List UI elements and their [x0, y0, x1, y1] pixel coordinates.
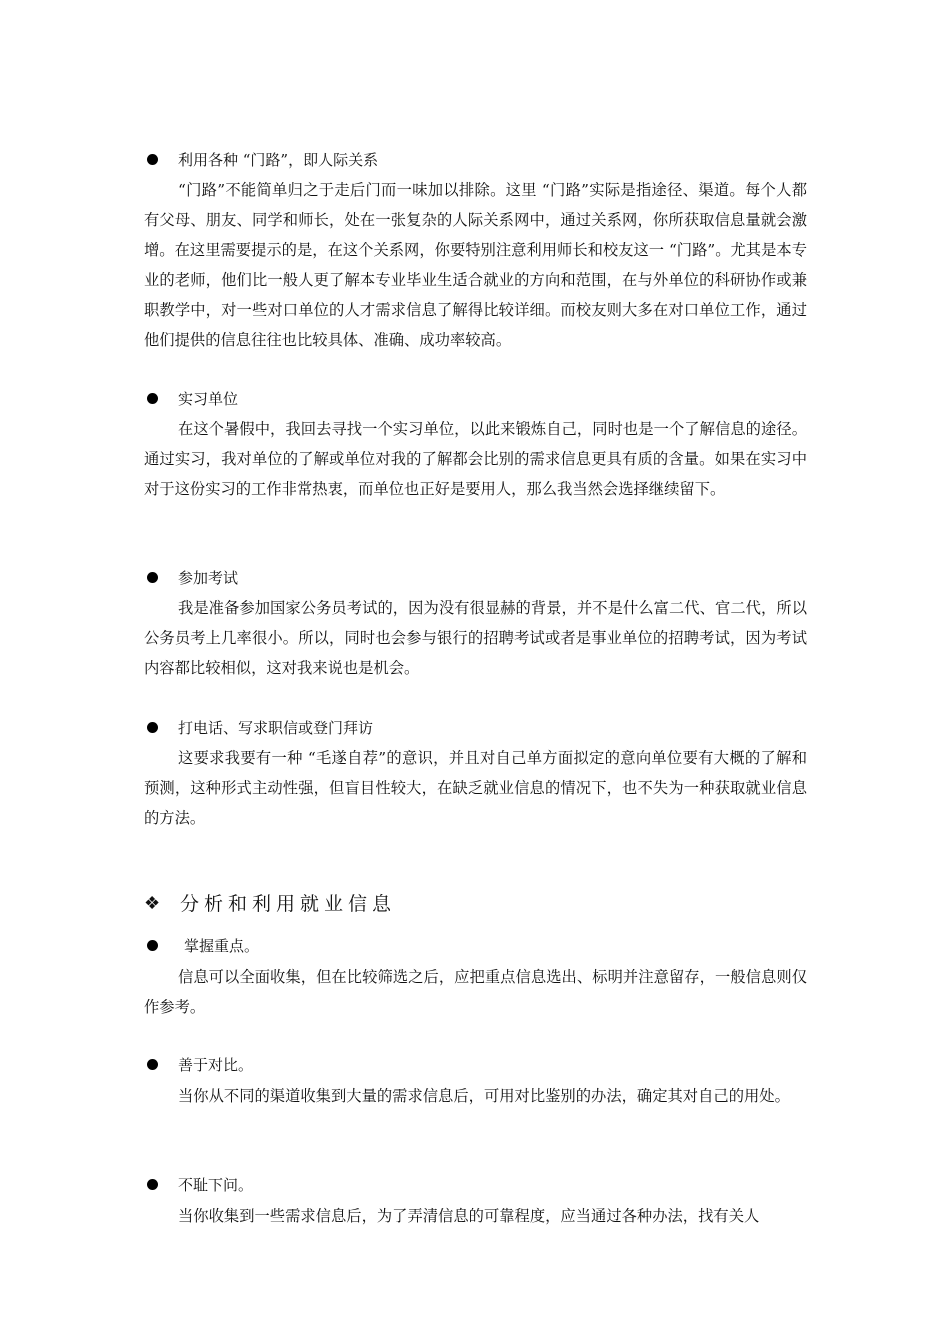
bullet-title: 实习单位 — [178, 390, 239, 408]
paragraph: 这要求我要有一种 “毛遂自荐”的意识，并且对自己单方面拟定的意向单位要有大概的了解和预测，这种形式主动性强，但盲目性较大，在缺乏就业信息的情况下，也不失为一种获取就业信息的方法。 — [144, 749, 807, 827]
paragraph: 信息可以全面收集，但在比较筛选之后，应把重点信息选出、标明并注意留存，一般信息则仅作参考。 — [144, 968, 807, 1016]
bullet-dot-icon — [147, 1179, 158, 1190]
paragraph: 在这个暑假中，我回去寻找一个实习单位，以此来锻炼自己，同时也是一个了解信息的途径。通过实习，我对单位的了解或单位对我的了解都会比别的需求信息更具有质的含量。如果在实习中对于这份实习的工作非常热衷，而单位也正好是要用人，那么我当然会选择继续留下。 — [144, 420, 807, 498]
bullet-dot-icon — [147, 572, 158, 583]
bullet-dot-icon — [147, 722, 158, 733]
bullet-dot-icon — [147, 154, 158, 165]
paragraph: “门路”不能简单归之于走后门而一味加以排除。这里 “门路”实际是指途径、渠道。每个人都有父母、朋友、同学和师长，处在一张复杂的人际关系网中，通过关系网，你所获取信息量就会激增。在这里需要提示的是，在这个关系网，你要特别注意利用师长和校友这一 “门路”。尤其是本专业的老师，他们比一般人更了解本专业毕业生适合就业的方向和范围，在与外单位的科研协作或兼职教学中，对一些对口单位的人才需求信息了解得比较详细。而校友则大多在对口单位工作，通过他们提供的信息往往也比较具体、准确、成功率较高。 — [144, 181, 807, 349]
bullet-dot-icon — [147, 1059, 158, 1070]
bullet-dot-icon — [147, 940, 158, 951]
paragraph: 当你收集到一些需求信息后，为了弄清信息的可靠程度，应当通过各种办法，找有关人 — [178, 1207, 760, 1225]
heading-text: 分析和利用就业信息 — [180, 893, 397, 915]
paragraph: 当你从不同的渠道收集到大量的需求信息后，可用对比鉴别的办法，确定其对自己的用处。 — [178, 1087, 790, 1105]
bullet-title: 不耻下问。 — [178, 1176, 254, 1194]
bullet-title: 参加考试 — [178, 569, 239, 587]
bullet-dot-icon — [147, 393, 158, 404]
bullet-title: 利用各种 “门路”，即人际关系 — [178, 151, 379, 169]
bullet-title: 掌握重点。 — [184, 937, 260, 955]
paragraph: 我是准备参加国家公务员考试的，因为没有很显赫的背景，并不是什么富二代、官二代，所以公务员考上几率很小。所以，同时也会参与银行的招聘考试或者是事业单位的招聘考试，因为考试内容都比较相似，这对我来说也是机会。 — [144, 599, 807, 677]
bullet-title: 打电话、写求职信或登门拜访 — [178, 719, 374, 737]
bullet-title: 善于对比。 — [178, 1056, 254, 1074]
diamond-bullet-icon: ❖ — [144, 893, 161, 914]
